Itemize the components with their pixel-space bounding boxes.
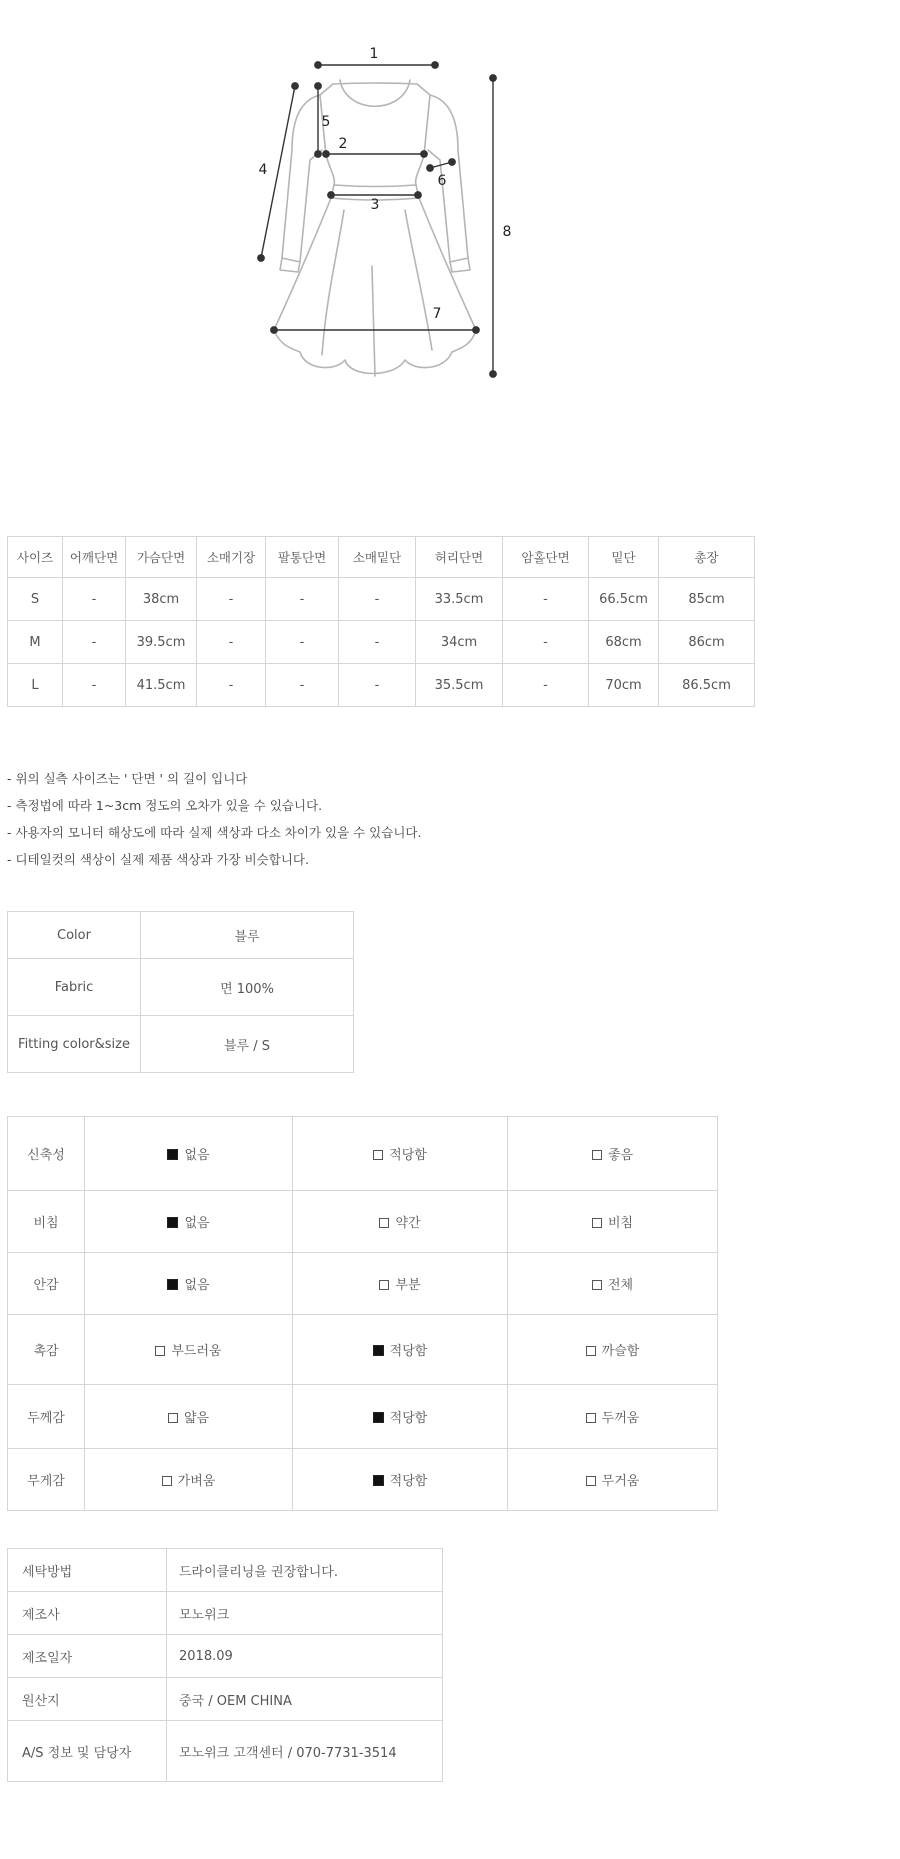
size-header-cell: 사이즈	[8, 537, 63, 578]
measure-label-8: 8	[502, 224, 512, 240]
size-cell: -	[339, 578, 416, 621]
feel-option	[508, 1191, 718, 1253]
measure-label-7: 7	[432, 306, 442, 322]
measure-label-4: 4	[258, 162, 268, 178]
size-cell: -	[266, 578, 339, 621]
feel-option	[85, 1191, 293, 1253]
empty-square-icon	[162, 1476, 172, 1486]
size-cell: S	[8, 578, 63, 621]
feel-option-label: 가벼움	[177, 1474, 216, 1489]
size-cell: 41.5cm	[126, 664, 197, 707]
note-line: - 측정법에 따라 1~3cm 정도의 오차가 있을 수 있습니다.	[7, 798, 323, 813]
table-row	[8, 578, 755, 621]
empty-square-icon	[586, 1476, 596, 1486]
size-cell: 38cm	[126, 578, 197, 621]
table-row	[8, 1449, 718, 1511]
size-cell: -	[63, 621, 126, 664]
feel-option-label: 부드러움	[171, 1344, 222, 1359]
feel-label: 촉감	[8, 1315, 85, 1385]
table-row	[8, 1315, 718, 1385]
size-cell: -	[339, 621, 416, 664]
size-cell: -	[266, 621, 339, 664]
feel-option	[85, 1385, 293, 1449]
size-cell: -	[63, 664, 126, 707]
size-cell: -	[503, 578, 589, 621]
table-row	[8, 621, 755, 664]
table-row	[8, 1191, 718, 1253]
size-cell: 86cm	[659, 621, 755, 664]
feel-option	[508, 1253, 718, 1315]
table-row	[8, 1549, 443, 1592]
table-row	[8, 1117, 718, 1191]
measure-label-5: 5	[321, 114, 331, 130]
fitting-label: Fitting color&size	[8, 1016, 141, 1073]
checked-square-icon	[167, 1279, 178, 1290]
table-row	[8, 1385, 718, 1449]
feel-option	[85, 1253, 293, 1315]
size-cell: -	[339, 664, 416, 707]
empty-square-icon	[379, 1280, 389, 1290]
table-row	[8, 1253, 718, 1315]
empty-square-icon	[168, 1413, 178, 1423]
fitting-value: 블루 / S	[141, 1016, 354, 1073]
size-header-cell: 암홀단면	[503, 537, 589, 578]
info-value: 모노위크	[167, 1592, 443, 1635]
size-header-cell: 어깨단면	[63, 537, 126, 578]
size-cell: -	[197, 621, 266, 664]
table-row	[8, 1592, 443, 1635]
size-cell: 68cm	[589, 621, 659, 664]
feel-option-label: 두꺼움	[601, 1411, 640, 1426]
checked-square-icon	[373, 1475, 384, 1486]
feel-option-label: 적당함	[389, 1474, 428, 1489]
color-fabric-table	[7, 911, 354, 1073]
size-table	[7, 536, 755, 707]
size-header-cell: 팔통단면	[266, 537, 339, 578]
size-cell: -	[197, 578, 266, 621]
empty-square-icon	[379, 1218, 389, 1228]
size-cell: -	[503, 621, 589, 664]
info-label: 제조사	[8, 1592, 167, 1635]
feel-option	[293, 1117, 508, 1191]
feel-option-label: 까슬함	[601, 1344, 640, 1359]
note-line: - 위의 실측 사이즈는 ' 단면 ' 의 길이 입니다	[7, 771, 248, 786]
feel-option	[293, 1253, 508, 1315]
size-cell: -	[266, 664, 339, 707]
empty-square-icon	[592, 1150, 602, 1160]
feel-option-label: 좋음	[607, 1148, 634, 1163]
feel-option	[85, 1117, 293, 1191]
info-label: 원산지	[8, 1678, 167, 1721]
feel-label: 신축성	[8, 1117, 85, 1191]
measure-label-6: 6	[437, 173, 447, 189]
feel-option-label: 없음	[184, 1216, 210, 1231]
feel-option	[508, 1117, 718, 1191]
feel-option	[293, 1315, 508, 1385]
fabric-label: Fabric	[8, 959, 141, 1016]
size-cell: M	[8, 621, 63, 664]
note-line: - 사용자의 모니터 해상도에 따라 실제 색상과 다소 차이가 있을 수 있습니다.	[7, 825, 422, 840]
feel-option	[293, 1385, 508, 1449]
size-cell: 39.5cm	[126, 621, 197, 664]
empty-square-icon	[586, 1413, 596, 1423]
feel-label: 두께감	[8, 1385, 85, 1449]
size-table-header	[8, 537, 755, 578]
table-row	[8, 1016, 354, 1073]
feel-option-label: 적당함	[389, 1344, 428, 1359]
feel-option-label: 무거움	[601, 1474, 640, 1489]
info-label: 제조일자	[8, 1635, 167, 1678]
color-label: Color	[8, 912, 141, 959]
feel-label: 무게감	[8, 1449, 85, 1511]
dress-measurement-diagram	[0, 0, 900, 470]
notes	[7, 765, 807, 873]
size-cell: 34cm	[416, 621, 503, 664]
feel-option	[85, 1315, 293, 1385]
feel-option-label: 얇음	[183, 1411, 210, 1426]
empty-square-icon	[586, 1346, 596, 1356]
size-cell: -	[197, 664, 266, 707]
info-label: A/S 정보 및 담당자	[8, 1721, 167, 1782]
size-header-cell: 가슴단면	[126, 537, 197, 578]
size-cell: 35.5cm	[416, 664, 503, 707]
feel-option-label: 적당함	[389, 1148, 427, 1163]
info-value: 중국 / OEM CHINA	[167, 1678, 443, 1721]
info-value: 모노위크 고객센터 / 070-7731-3514	[167, 1721, 443, 1782]
size-cell: 70cm	[589, 664, 659, 707]
size-header-cell: 소매기장	[197, 537, 266, 578]
measure-label-3: 3	[370, 197, 380, 213]
note-line: - 디테일컷의 색상이 실제 제품 색상과 가장 비슷합니다.	[7, 852, 309, 867]
size-cell: 66.5cm	[589, 578, 659, 621]
feel-option-label: 비침	[607, 1216, 634, 1231]
feel-option	[508, 1315, 718, 1385]
table-row	[8, 912, 354, 959]
empty-square-icon	[592, 1218, 602, 1228]
size-header-cell: 허리단면	[416, 537, 503, 578]
size-cell: L	[8, 664, 63, 707]
empty-square-icon	[592, 1280, 602, 1290]
size-cell: 85cm	[659, 578, 755, 621]
measure-lines	[258, 62, 496, 377]
size-cell: -	[503, 664, 589, 707]
measure-label-1: 1	[369, 46, 379, 62]
feel-option	[508, 1449, 718, 1511]
feel-option	[293, 1449, 508, 1511]
feel-option	[293, 1191, 508, 1253]
size-header-cell: 소매밑단	[339, 537, 416, 578]
feel-option-label: 약간	[395, 1216, 421, 1231]
size-header-cell: 밑단	[589, 537, 659, 578]
feel-option	[508, 1385, 718, 1449]
feel-label: 비침	[8, 1191, 85, 1253]
table-row	[8, 1678, 443, 1721]
product-info-table	[7, 1548, 443, 1782]
dress-sketch	[274, 80, 476, 376]
table-row	[8, 1635, 443, 1678]
feel-option-label: 부분	[395, 1278, 421, 1293]
checked-square-icon	[373, 1412, 384, 1423]
fabric-value: 면 100%	[141, 959, 354, 1016]
empty-square-icon	[155, 1346, 165, 1356]
table-row	[8, 664, 755, 707]
info-value: 2018.09	[167, 1635, 443, 1678]
size-cell: 86.5cm	[659, 664, 755, 707]
empty-square-icon	[373, 1150, 383, 1160]
info-label: 세탁방법	[8, 1549, 167, 1592]
size-cell: -	[63, 578, 126, 621]
feel-option	[85, 1449, 293, 1511]
measure-label-2: 2	[338, 136, 348, 152]
feel-label: 안감	[8, 1253, 85, 1315]
checked-square-icon	[373, 1345, 384, 1356]
info-value: 드라이클리닝을 권장합니다.	[167, 1549, 443, 1592]
table-row	[8, 1721, 443, 1782]
checked-square-icon	[167, 1217, 178, 1228]
size-cell: 33.5cm	[416, 578, 503, 621]
feel-option-label: 적당함	[389, 1411, 428, 1426]
feel-option-label: 없음	[184, 1148, 210, 1163]
checked-square-icon	[167, 1149, 178, 1160]
feel-table	[7, 1116, 718, 1511]
size-header-cell: 총장	[659, 537, 755, 578]
table-row	[8, 959, 354, 1016]
feel-option-label: 없음	[184, 1278, 210, 1293]
color-value: 블루	[141, 912, 354, 959]
feel-option-label: 전체	[607, 1278, 634, 1293]
